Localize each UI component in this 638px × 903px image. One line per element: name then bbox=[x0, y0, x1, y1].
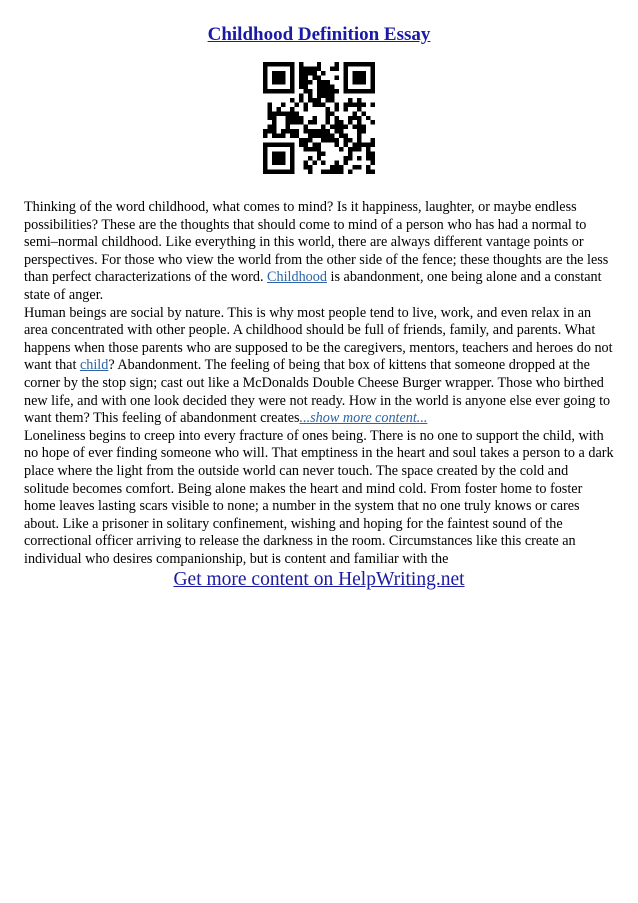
paragraph-intro: Thinking of the word childhood, what comes to mind? Is it happiness, laughter, or maybe endless possibilities? These are the thoughts that should come to mind of a person who has had a normal to semi–normal childhood. Like everything in this world, there are always different vantage points or perspectives. For those who view the world from the other side of the fence; these thoughts are the less than perfect characterizations of the word. Childhood is abandonment, one being alone and a constant state of anger. bbox=[24, 199, 609, 303]
essay-body bbox=[24, 199, 616, 568]
get-more-content-link[interactable]: Get more content on HelpWriting.net bbox=[173, 569, 465, 590]
show-more-content-link[interactable]: ...show more content... bbox=[299, 410, 428, 427]
paragraph-loneliness: Loneliness begins to creep into every fracture of ones being. There is no one to support the child, with no hope of ever finding someone who will. That emptiness in the heart and soul takes a person to a dark place where the light from the outside world can never touch. The space created by the cold and solitude becomes comfort. Being alone makes the heart and mind cold. From foster home to foster home leaves lasting scars visible to none; a number in the system that no one truly knows or cares about. Like a prisoner in solitary confinement, wishing and hoping for the faintest sound of the correctional officer arriving to release the darkness in the room. Circumstances like this create an individual who desires companionship, but is content and familiar with the bbox=[24, 427, 614, 567]
child-link[interactable]: child bbox=[79, 357, 109, 374]
paragraph-social: Human beings are social by nature. This is why most people tend to live, work, and even relax in an area concentrated with other people. A childhood should be full of friends, family, and parents. What happens when those parents who are supposed to be the caregivers, mentors, teachers and heroes do not want that child? Abandonment. The feeling of being that box of kittens that someone dropped at the corner by the stop sign; cast out like a McDonalds Double Cheese Burger wrapper. Those who birthed new life, and with one look decided they were not ready. How in the world is anyone else ever going to want them? This feeling of abandonment creates...show more content... bbox=[24, 304, 613, 427]
essay-title-link[interactable]: Childhood Definition Essay bbox=[207, 24, 431, 45]
qr-code-icon bbox=[263, 62, 375, 174]
childhood-link[interactable]: Childhood bbox=[267, 269, 327, 286]
